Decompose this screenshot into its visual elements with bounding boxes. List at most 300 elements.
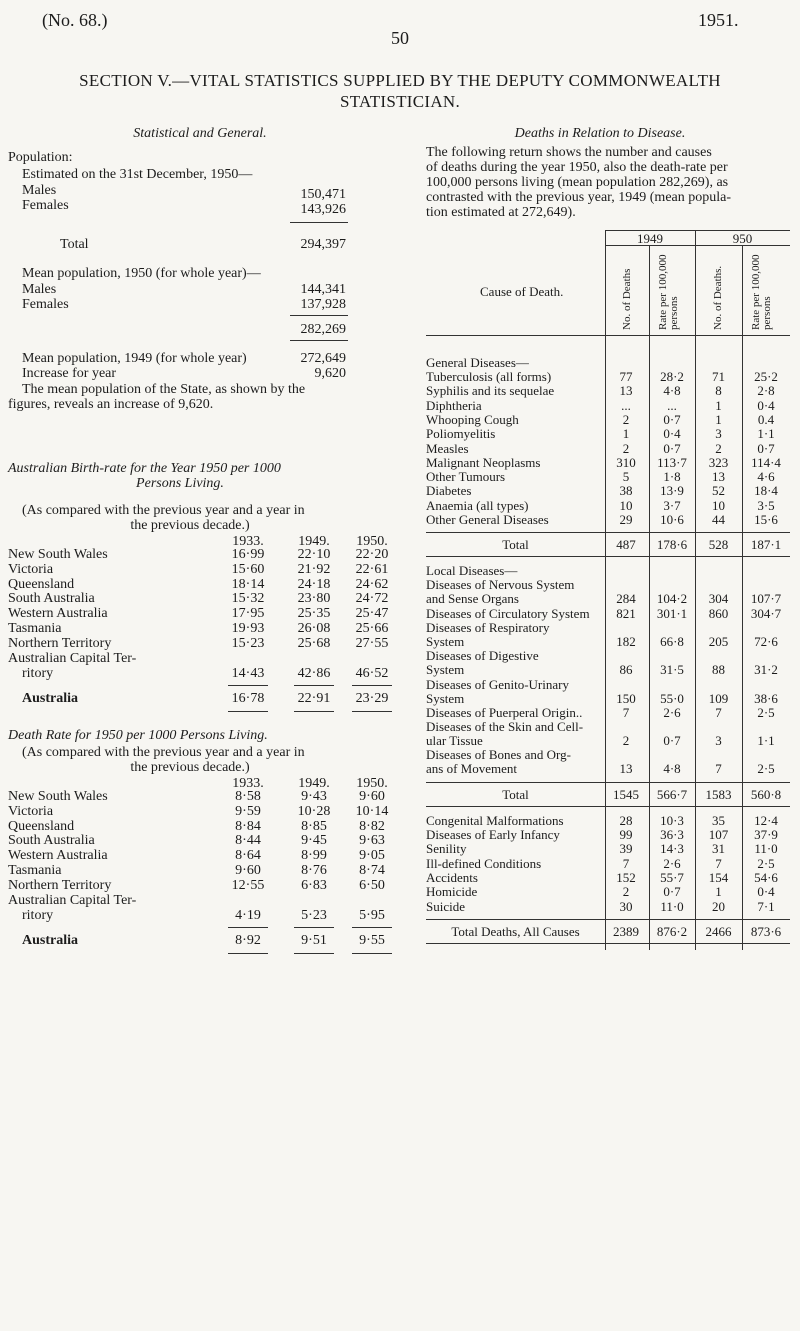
paragraph-line: The mean population of the State, as shown by the — [22, 382, 306, 397]
document-number: (No. 68.) — [42, 10, 108, 30]
cause-name: Poliomyelitis — [426, 426, 496, 442]
rate-value: 6·83 — [301, 877, 327, 893]
state-name: Victoria — [8, 561, 54, 577]
rate-value: 22·10 — [297, 547, 331, 562]
state-name: Victoria — [8, 803, 54, 819]
table-cell: 13 — [712, 469, 725, 485]
australia-label: Australia — [22, 932, 78, 948]
table-cell: 528 — [708, 537, 729, 553]
table-cell: 2389 — [613, 923, 639, 939]
table-cell: 2·8 — [757, 383, 775, 399]
death-note: (As compared with the previous year and a year in — [22, 745, 305, 760]
page-number: 50 — [391, 28, 409, 48]
table-cell: 560·8 — [750, 786, 782, 802]
cause-name: Diseases of Early Infancy — [426, 827, 560, 842]
table-cell: 109 — [708, 690, 729, 706]
table-cell: 876·2 — [656, 923, 688, 939]
state-name: Western Australia — [8, 848, 108, 864]
section-title-line1: SECTION V.—VITAL STATISTICS SUPPLIED BY THE DEPUTY COMMONWEALTH — [79, 71, 721, 90]
rate-value: 25·66 — [355, 621, 389, 636]
rate-value: 25·68 — [297, 635, 331, 651]
rate-value: 9·60 — [359, 789, 385, 804]
table-cell: 1545 — [613, 786, 639, 802]
table-cell: 182 — [616, 633, 636, 649]
divider — [290, 222, 348, 223]
cause-name: Accidents — [426, 869, 478, 885]
cause-name: Diseases of Genito-Urinary — [426, 676, 569, 692]
rate-value: 14·43 — [231, 665, 265, 681]
table-cell: 2·5 — [757, 761, 775, 777]
state-name: New South Wales — [8, 789, 108, 804]
rate-value: 8·92 — [235, 932, 261, 948]
mean-line: Mean population, 1950 (for whole year)— — [22, 266, 261, 281]
population-label: Population: — [8, 150, 73, 165]
rate-value: 8·82 — [359, 818, 385, 834]
table-cell: 3 — [715, 426, 722, 442]
table-cell: 104·2 — [656, 591, 688, 607]
document-year: 1951. — [698, 10, 739, 30]
table-cell: 44 — [712, 512, 725, 527]
cause-name: Diseases of Circulatory System — [426, 605, 590, 621]
rate-value: 8·64 — [235, 848, 261, 864]
rate-value: 23·80 — [297, 591, 331, 607]
table-cell: 1 — [715, 884, 722, 900]
cause-name: System — [426, 690, 465, 706]
divider — [352, 927, 392, 928]
table-cell: 54·6 — [754, 869, 778, 885]
table-cell: 29 — [619, 512, 633, 527]
table-cell: 1 — [715, 397, 722, 413]
cause-name: Whooping Cough — [426, 411, 519, 427]
rate-value: 12·55 — [231, 877, 265, 893]
cause-name: System — [426, 633, 465, 649]
rate-value: 9·05 — [359, 848, 385, 864]
cause-name: Other Tumours — [426, 469, 506, 485]
state-name: Tasmania — [8, 863, 62, 878]
column-header: 1950. — [356, 776, 388, 791]
cause-name: and Sense Organs — [426, 591, 519, 607]
table-cell: 88 — [712, 662, 725, 678]
table-cell: 187·1 — [750, 537, 782, 553]
divider — [352, 685, 392, 686]
cause-name: Diseases of the Skin and Cell- — [426, 719, 584, 735]
rate-value: 21·92 — [297, 561, 331, 577]
table-cell: 7 — [715, 855, 722, 871]
rate-value: 27·55 — [355, 635, 389, 651]
rate-value: 46·52 — [355, 665, 389, 681]
table-cell: 2·6 — [663, 704, 681, 720]
rate-value: 23·29 — [355, 690, 389, 706]
intro-line: The following return shows the number and causes — [426, 145, 712, 160]
estimated-line: Estimated on the 31st December, 1950— — [22, 167, 253, 182]
table-cell: 2 — [622, 733, 630, 749]
divider — [426, 556, 790, 557]
column-header: 1949. — [298, 776, 330, 791]
state-name: Australian Capital Ter- — [8, 650, 137, 666]
increase-label: Increase for year — [22, 366, 117, 381]
grand-total-label: Total Deaths, All Causes — [451, 923, 580, 939]
state-name: Queensland — [8, 818, 75, 834]
left-subtitle: Statistical and General. — [133, 126, 267, 141]
table-cell: 2466 — [705, 923, 732, 939]
table-cell: 1 — [622, 426, 630, 442]
table-cell: ... — [621, 397, 631, 413]
rate-value: 10·14 — [355, 803, 389, 819]
table-cell: 72·6 — [754, 633, 778, 649]
intro-text — [426, 145, 786, 220]
rate-value: 24·62 — [355, 576, 389, 592]
increase-value: 9,620 — [314, 366, 346, 381]
column-header: 1933. — [232, 776, 264, 791]
table-cell: 52 — [712, 483, 725, 499]
rate-value: 22·61 — [355, 561, 389, 577]
table-cell: 4·8 — [663, 383, 681, 399]
table-cell: 15·6 — [754, 512, 778, 527]
table-cell: 3 — [715, 733, 722, 749]
death-note-2: the previous decade.) — [130, 760, 250, 775]
rate-value: 24·18 — [297, 576, 331, 592]
year-1950-header: 950 — [732, 231, 753, 246]
divider — [294, 927, 334, 928]
table-cell: 55·0 — [660, 690, 684, 706]
birth-rate-title-2: Persons Living. — [136, 476, 224, 491]
divider — [290, 340, 348, 341]
cause-name: Measles — [426, 440, 469, 456]
table-cell: 31·2 — [754, 662, 778, 678]
col-rate-1950: Rate per 100,000 persons — [750, 254, 773, 330]
mean1949-label: Mean population, 1949 (for whole year) — [22, 351, 247, 366]
table-cell: 13 — [619, 383, 633, 399]
state-name: Tasmania — [8, 621, 62, 636]
table-cell: 35 — [712, 812, 725, 828]
rate-value: 6·50 — [359, 877, 385, 893]
state-name: Northern Territory — [8, 877, 112, 893]
table-cell: 38 — [619, 483, 633, 499]
total-label: Total — [502, 786, 529, 802]
est-females-value: 143,926 — [300, 202, 346, 217]
table-cell: 304 — [708, 591, 729, 607]
table-cell: 25·2 — [754, 369, 778, 384]
column-header: 1933. — [232, 534, 264, 549]
table-cell: 13·9 — [660, 483, 684, 499]
paragraph-line: figures, reveals an increase of 9,620. — [8, 397, 214, 412]
table-cell: 3·5 — [757, 497, 775, 513]
table-cell: 1583 — [705, 786, 732, 802]
cause-name: Diseases of Respiratory — [426, 619, 550, 635]
table-cell: 310 — [616, 454, 636, 470]
state-name: Western Australia — [8, 606, 108, 622]
total-label: Total — [60, 237, 89, 252]
table-cell: 301·1 — [656, 605, 688, 621]
table-cell: 0·7 — [663, 411, 681, 427]
intro-line: of deaths during the year 1950, also the death-rate per — [426, 160, 728, 175]
section-title — [0, 70, 800, 112]
table-cell: 2 — [622, 440, 630, 456]
table-cell: 18·4 — [754, 483, 778, 499]
mean1949-value: 272,649 — [300, 351, 346, 366]
table-cell: 860 — [708, 605, 729, 621]
cause-name: Congenital Malformations — [426, 812, 564, 828]
cause-name: Diseases of Nervous System — [426, 577, 575, 593]
rate-value: 15·23 — [231, 635, 265, 651]
total-value: 294,397 — [300, 237, 346, 252]
table-cell: 12·4 — [754, 812, 778, 828]
cause-name: Syphilis and its sequelae — [426, 383, 555, 399]
rate-value: 22·91 — [297, 690, 331, 706]
australia-label: Australia — [22, 690, 78, 706]
table-cell: 7 — [715, 704, 722, 720]
cause-name: ans of Movement — [426, 761, 517, 777]
table-cell: 2·5 — [757, 855, 775, 871]
rate-value: 4·19 — [235, 907, 261, 923]
rate-value: 16·78 — [231, 690, 265, 706]
table-cell: 20 — [712, 898, 725, 914]
divider — [294, 953, 334, 954]
rate-value: 22·20 — [355, 547, 389, 562]
table-cell: 38·6 — [754, 690, 778, 706]
divider — [426, 782, 790, 783]
divider — [426, 806, 790, 807]
cause-of-death-table — [426, 340, 790, 950]
cause-name: ular Tissue — [426, 733, 483, 749]
mean-females-label: Females — [22, 297, 69, 312]
state-name: ritory — [22, 665, 54, 681]
table-cell: 31 — [712, 841, 725, 857]
rate-value: 9·63 — [359, 833, 385, 849]
rate-value: 9·60 — [235, 863, 261, 878]
table-cell: 873·6 — [750, 923, 782, 939]
cause-name: Diseases of Puerperal Origin.. — [426, 704, 583, 720]
divider — [294, 711, 334, 712]
table-cell: 1·1 — [757, 426, 775, 442]
divider — [228, 927, 268, 928]
cause-name: Tuberculosis (all forms) — [426, 369, 552, 384]
table-cell: 2·6 — [663, 855, 681, 871]
total-label: Total — [502, 537, 529, 553]
table-cell: 2 — [622, 884, 630, 900]
table-cell: 11·0 — [660, 898, 684, 914]
cause-name: Anaemia (all types) — [426, 497, 529, 513]
rate-value: 10·28 — [297, 803, 331, 819]
cause-header: Cause of Death. — [480, 284, 564, 299]
intro-line: contrasted with the previous year, 1949 (mean popula- — [426, 190, 732, 205]
divider — [228, 685, 268, 686]
table-cell: 37·9 — [754, 827, 778, 842]
table-cell: 113·7 — [657, 454, 687, 470]
table-cell: 4·8 — [663, 761, 681, 777]
table-cell: 566·7 — [656, 786, 688, 802]
rate-value: 15·32 — [231, 591, 265, 607]
rate-value: 25·35 — [297, 606, 331, 622]
section-title-line2: STATISTICIAN. — [339, 92, 461, 111]
state-name: South Australia — [8, 833, 95, 849]
rate-value: 42·86 — [297, 665, 331, 681]
table-cell: 1·1 — [757, 733, 775, 749]
table-cell: 205 — [708, 633, 729, 649]
table-cell: 0·4 — [757, 397, 775, 413]
divider — [352, 711, 392, 712]
mean-males-label: Males — [22, 282, 57, 297]
col-rate-1949: Rate per 100,000 persons — [657, 254, 680, 330]
table-cell: 2 — [715, 440, 722, 456]
table-cell: 107 — [708, 827, 729, 842]
table-cell: 31·5 — [660, 662, 684, 678]
table-cell: 7·1 — [757, 898, 775, 914]
cause-name: Diabetes — [426, 483, 472, 499]
table-cell: 284 — [616, 591, 636, 607]
death-rate-title: Death Rate for 1950 per 1000 Persons Living. — [8, 728, 268, 743]
rate-value: 8·58 — [235, 789, 261, 804]
death-rate-table — [0, 776, 400, 946]
table-cell: 0·4 — [757, 884, 775, 900]
table-cell: 4·6 — [757, 469, 775, 485]
birth-note: (As compared with the previous year and a year in — [22, 503, 305, 518]
table-cell: 3·7 — [663, 497, 681, 513]
cause-name: Diseases of Bones and Org- — [426, 747, 571, 763]
divider — [228, 953, 268, 954]
table-cell: 114·4 — [751, 454, 781, 470]
table-cell: 77 — [619, 369, 633, 384]
table-cell: 36·3 — [660, 827, 684, 842]
cause-name: Senility — [426, 841, 467, 857]
divider — [228, 711, 268, 712]
est-males-label: Males — [22, 183, 57, 198]
year-1949-header: 1949 — [637, 231, 663, 246]
birth-rate-table — [0, 534, 400, 704]
table-cell: 7 — [622, 855, 630, 871]
table-cell: 107·7 — [750, 591, 782, 607]
cause-name: System — [426, 662, 465, 678]
divider — [426, 919, 790, 920]
column-header: 1949. — [298, 534, 330, 549]
rate-value: 26·08 — [297, 621, 331, 636]
table-cell: 14·3 — [660, 841, 684, 857]
state-name: New South Wales — [8, 547, 108, 562]
table-cell: 0·7 — [757, 440, 775, 456]
state-name: ritory — [22, 907, 54, 923]
rate-value: 9·51 — [301, 932, 327, 948]
table-cell: 8 — [715, 383, 722, 399]
table-cell: 152 — [616, 869, 636, 885]
mean-total-value: 282,269 — [300, 322, 346, 337]
table-cell: 86 — [619, 662, 633, 678]
table-cell: 10 — [619, 497, 633, 513]
table-cell: 0·7 — [663, 440, 681, 456]
table-cell: 99 — [619, 827, 633, 842]
rate-value: 18·14 — [231, 576, 265, 592]
rate-value: 9·43 — [301, 789, 327, 804]
col-deaths-1949: No. of Deaths — [621, 268, 633, 330]
table-cell: 323 — [708, 454, 729, 470]
divider — [426, 943, 790, 944]
table-cell: 28 — [619, 812, 633, 828]
est-males-value: 150,471 — [300, 187, 346, 202]
cause-name: Malignant Neoplasms — [426, 454, 541, 470]
est-females-label: Females — [22, 198, 69, 213]
state-name: Northern Territory — [8, 635, 112, 651]
rate-value: 8·84 — [235, 818, 261, 834]
table-cell: 13 — [619, 761, 633, 777]
rate-value: 5·23 — [301, 907, 327, 923]
table-cell: ... — [667, 397, 677, 413]
table-cell: 0.4 — [757, 411, 775, 427]
state-name: Australian Capital Ter- — [8, 892, 137, 908]
table-cell: 0·7 — [663, 884, 681, 900]
rate-value: 24·72 — [355, 591, 389, 607]
table-cell: 0·4 — [663, 426, 681, 442]
section-heading: Local Diseases— — [426, 563, 518, 579]
rate-value: 8·85 — [301, 818, 327, 834]
rate-value: 17·95 — [231, 606, 265, 622]
cause-name: Ill-defined Conditions — [426, 855, 542, 871]
table-cell: 11·0 — [754, 841, 778, 857]
rate-value: 8·99 — [301, 848, 327, 864]
table-cell: 487 — [616, 537, 636, 553]
rate-value: 15·60 — [231, 561, 265, 577]
table-cell: 821 — [616, 605, 636, 621]
cause-name: Homicide — [426, 884, 478, 900]
table-cell: 71 — [712, 369, 725, 384]
table-cell: 0·7 — [663, 733, 681, 749]
column-header: 1950. — [356, 534, 388, 549]
table-cell: 7 — [715, 761, 722, 777]
table-cell: 7 — [622, 704, 630, 720]
cause-name: Other General Diseases — [426, 512, 549, 527]
rate-value: 25·47 — [355, 606, 389, 622]
rate-value: 16·99 — [231, 547, 265, 562]
table-cell: 2 — [622, 411, 630, 427]
birth-rate-title: Australian Birth-rate for the Year 1950 per 1000 — [8, 461, 281, 476]
table-cell: 39 — [619, 841, 633, 857]
table-cell: 28·2 — [660, 369, 684, 384]
divider — [352, 953, 392, 954]
table-cell: 10·3 — [660, 812, 684, 828]
divider — [290, 315, 348, 316]
table-header-rule — [426, 335, 790, 336]
state-name: South Australia — [8, 591, 95, 607]
table-cell: 10·6 — [660, 512, 684, 527]
cause-name: Suicide — [426, 898, 465, 914]
table-cell: 10 — [712, 497, 725, 513]
table-cell: 5 — [622, 469, 630, 485]
table-cell: 154 — [708, 869, 729, 885]
intro-line: 100,000 persons living (mean population 282,269), as — [426, 175, 729, 190]
cause-name: Diphtheria — [426, 397, 482, 413]
table-cell: 55·7 — [660, 869, 684, 885]
birth-note-2: the previous decade.) — [130, 518, 250, 533]
divider — [426, 532, 790, 533]
mean-females-value: 137,928 — [300, 297, 346, 312]
rate-value: 8·76 — [301, 863, 327, 878]
table-cell: 2·5 — [757, 704, 775, 720]
table-cell: 1 — [715, 411, 722, 427]
rate-value: 9·45 — [301, 833, 327, 849]
mean-males-value: 144,341 — [300, 282, 346, 297]
table-top-rule — [605, 230, 790, 231]
table-cell: 30 — [619, 898, 633, 914]
col-deaths-1950: No. of Deaths. — [712, 265, 724, 330]
table-cell: 178·6 — [656, 537, 688, 553]
table-cell: 1·8 — [663, 469, 681, 485]
divider — [294, 685, 334, 686]
right-subtitle: Deaths in Relation to Disease. — [514, 126, 686, 141]
rate-value: 8·74 — [359, 863, 385, 878]
table-cell: 304·7 — [750, 605, 782, 621]
rate-value: 8·44 — [235, 833, 261, 849]
section-heading: General Diseases— — [426, 355, 529, 370]
cause-name: Diseases of Digestive — [426, 648, 539, 664]
table-cell: 150 — [616, 690, 636, 706]
